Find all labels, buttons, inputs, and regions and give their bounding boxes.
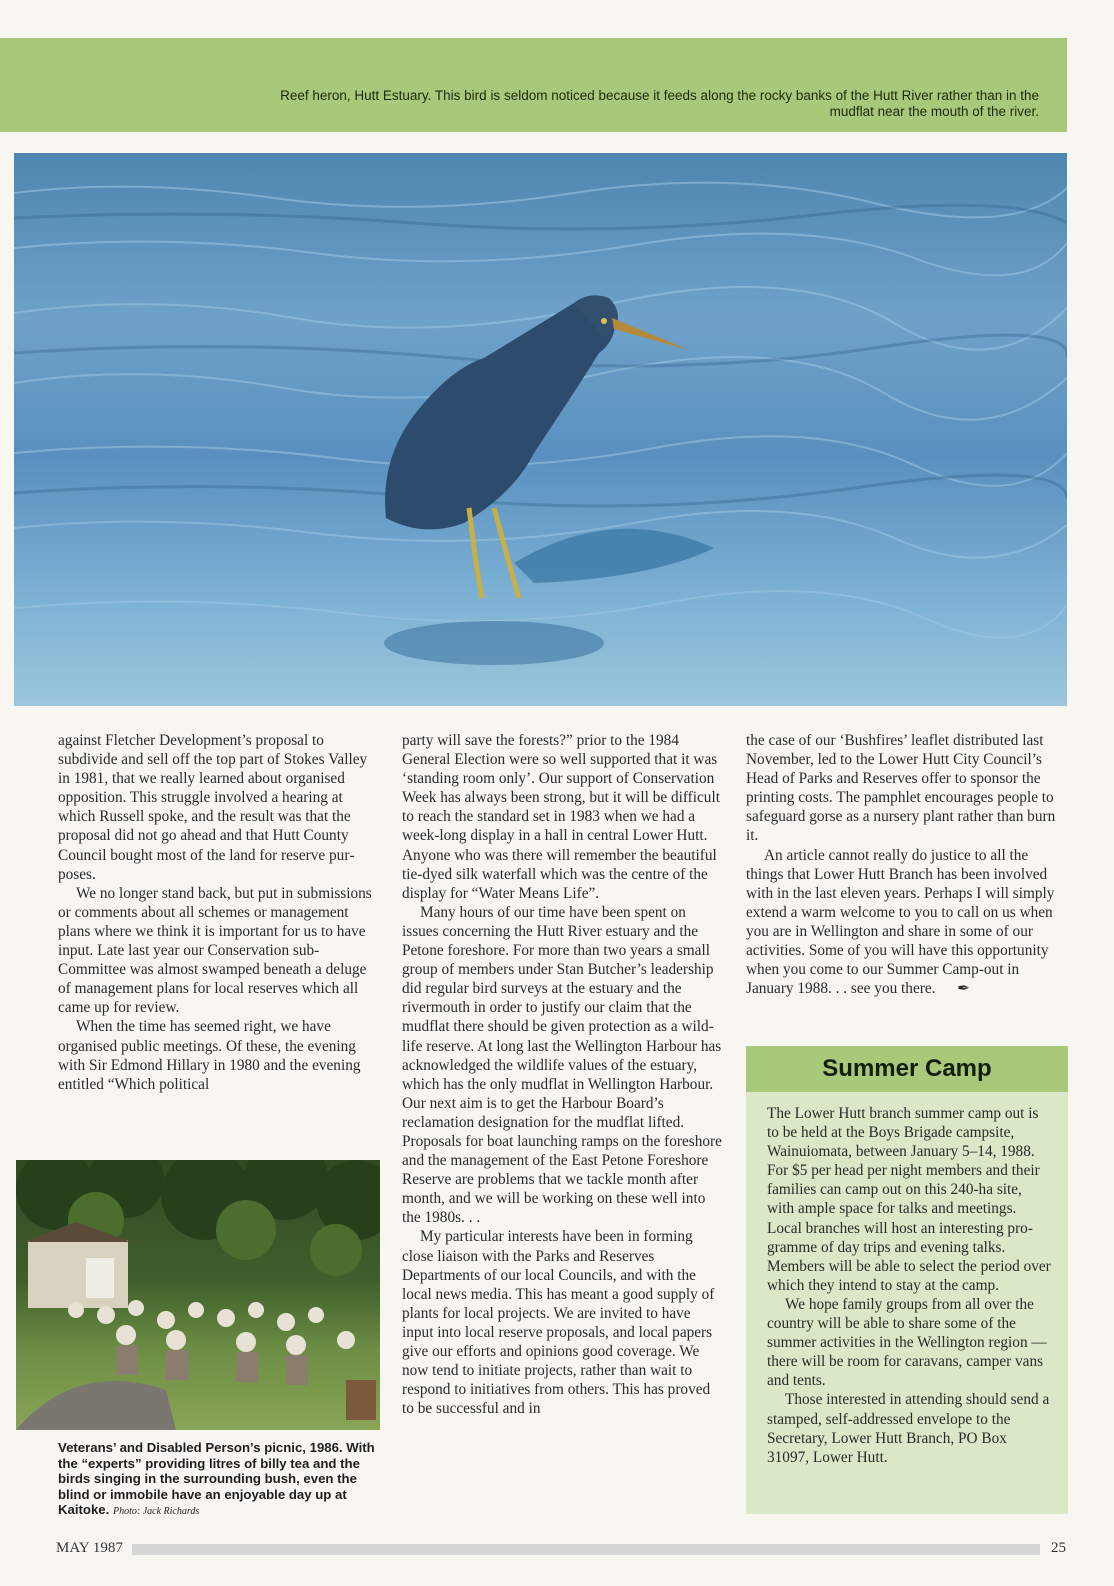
end-mark-icon: ✒ xyxy=(957,979,970,998)
footer-issue-date: MAY 1987 xyxy=(56,1540,123,1556)
heron-photo xyxy=(14,153,1067,706)
column-paragraph: Many hours of our time have been spent on issues concerning the Hutt River estuary and the Petone foreshore. For more than two years a small group of members under Stan Butcher’s leadership did regular bird surveys at the estuary and the rivermouth in order to justify our claim that the mudflat there should be given protection as a wildlife reserve. At long last the Wellington Harbour has acknowledged the wildlife values of the estuary, which has the only mudflat in Wellington Harbour. Our next aim is to get the Harbour Board’s reclamation designation for the mudflat lifted. Proposals for boat launching ramps on the foreshore and the management of the East Petone Foreshore Reserve are problems that we tackle month after month, and we will be working on these well into the 1980s. . . xyxy=(402,903,722,1227)
column-paragraph: When the time has seemed right, we have organised public meetings. Of these, the evening with Sir Edmond Hillary in 1980 and the evening entitled “Which political xyxy=(58,1018,361,1093)
caption-band xyxy=(0,38,1067,132)
picnic-illustration xyxy=(16,1160,380,1430)
footer-rule xyxy=(132,1544,1040,1555)
column-paragraph: party will save the forests?” prior to the 1984 General Election were so well supported that it was ‘standing room only’. Our support of Conservation Week has always been strong, but it will be difficult to reach the standard set in 1983 when we had a week-long display in a hall in central Lower Hutt. Anyone who was there will remember the beautiful tie-dyed silk waterfall which was the centre of the display for “Water Means Life”. xyxy=(402,732,720,902)
column-paragraph xyxy=(746,846,1068,999)
column-paragraph: We no longer stand back, but put in submissions or comments about all schemes or management plans where we think it is important for us to have input. Late last year our Conservation sub-Committee was almost swamped beneath a deluge of management plans for local reserves which all came up for review. xyxy=(58,884,372,1017)
column-paragraph-text: An article cannot really do justice to all the things that Lower Hutt Branch has been involved with in the last eleven years. Perhaps I will simply extend a warm welcome to you to call on us when you are in Wellington and share in some of our activities. Some of you will have this opportunity when you come to our Summer Camp-out in January 1988. . . see you there. xyxy=(746,846,1055,998)
column-paragraph: the case of our ‘Bushfires’ leaflet distributed last November, led to the Lower Hutt City Council’s Head of Parks and Reserves offer to sponsor the printing costs. The pamphlet encourages people to safeguard gorse as a nursery plant rather than burn it. xyxy=(746,732,1056,845)
summer-camp-paragraph: The Lower Hutt branch summer camp out is to be held at the Boys Brigade campsite, Wainuiomata, between January 5–14, 1988. For $5 per head per night members and their families can camp out on this 240-ha site, with ample space for talks and meetings. Local branches will host an interesting programme of day trips and evening talks. Members will be able to select the period over which they intend to stay at the camp. xyxy=(767,1105,1051,1294)
page-number: 25 xyxy=(1051,1540,1066,1556)
summer-camp-body xyxy=(746,1092,1068,1467)
article-column-3 xyxy=(746,731,1068,998)
picnic-photo-caption xyxy=(58,1440,388,1520)
photo-credit: Photo: Jack Richards xyxy=(112,1506,200,1518)
article-column-1 xyxy=(58,731,380,1094)
article-column-2 xyxy=(402,731,724,1418)
column-paragraph: My particular interests have been in forming close liaison with the Parks and Reserves Departments of our local Councils, and with the local news media. This has meant a good supply of plants for local projects. We are invited to have input into local reserve proposals, and local papers give our efforts and opinions good coverage. We now tend to initiate projects, rather than wait to respond to initiatives from others. This has proved to be successful and in xyxy=(402,1228,715,1418)
column-paragraph: against Fletcher Development’s proposal to subdivide and sell off the top part of Stokes Valley in 1981, that we really learned about organised opposition. This struggle involved a hearing at which Russell spoke, and the result was that the proposal did not go ahead and that Hutt County Council bought most of the land for reserve purposes. xyxy=(58,732,368,883)
picnic-photo xyxy=(16,1160,380,1430)
picnic-caption-text: Veterans’ and Disabled Person’s picnic, 1986. With the “experts” providing litres of billy tea and the birds singing in the surrounding bush, even the blind or immobile have an enjoyable day up at Kaitoke. xyxy=(58,1440,375,1518)
heron-photo-caption: Reef heron, Hutt Estuary. This bird is seldom noticed because it feeds along the rocky banks of the Hutt River rather than in the mudflat near the mouth of the river. xyxy=(280,88,1039,119)
heron-illustration xyxy=(14,153,1067,706)
summer-camp-paragraph: Those interested in attending should send a stamped, self-addressed envelope to the Secretary, Lower Hutt Branch, PO Box 31097, Lower Hutt. xyxy=(767,1391,1050,1466)
summer-camp-paragraph: We hope family groups from all over the country will be able to share some of the summer activities in the Wellington region — there will be room for caravans, camper vans and tents. xyxy=(767,1295,1047,1390)
summer-camp-box xyxy=(746,1046,1068,1514)
summer-camp-title: Summer Camp xyxy=(746,1046,1068,1092)
